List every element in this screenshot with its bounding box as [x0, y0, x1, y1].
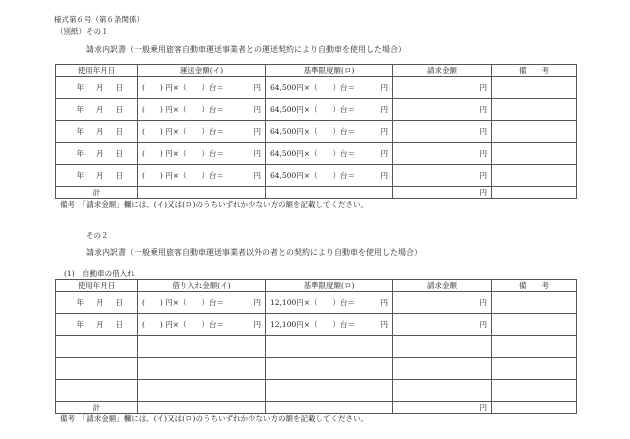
table-header — [56, 65, 577, 77]
amount-field[interactable]: 円 ( ) 円×（ ）台＝ — [138, 292, 266, 314]
limit-field[interactable] — [266, 358, 393, 380]
limit-field[interactable]: 円 64,500円×（ ）台＝ — [266, 143, 393, 165]
amount-field[interactable] — [138, 358, 266, 380]
amount-field[interactable]: 円 ( ) 円×（ ）台＝ — [138, 121, 266, 143]
date-field[interactable] — [56, 336, 138, 358]
section2-remark: 備考 「請求金額」欄には、(イ)又は(ロ)のうちいずれか少ない方の額を記載してください。 — [60, 414, 368, 423]
form-number: 様式第６号（第６条関係） — [54, 15, 144, 24]
col-amount: 運送金額(イ) — [138, 65, 266, 77]
request-field[interactable] — [393, 380, 492, 402]
total-amount[interactable] — [138, 402, 266, 414]
total-note[interactable] — [492, 402, 577, 414]
table-header — [56, 280, 577, 292]
date-field[interactable]: 年 月 日 — [56, 165, 138, 187]
note-field[interactable] — [492, 314, 577, 336]
table-row — [56, 77, 577, 99]
limit-field[interactable]: 円 64,500円×（ ）台＝ — [266, 77, 393, 99]
note-field[interactable] — [492, 99, 577, 121]
amount-field[interactable]: 円 ( ) 円×（ ）台＝ — [138, 99, 266, 121]
date-field[interactable]: 年 月 日 — [56, 292, 138, 314]
section2-label: その２ — [86, 231, 109, 240]
table-row — [56, 165, 577, 187]
request-field[interactable]: 円 — [393, 165, 492, 187]
limit-field[interactable]: 円 64,500円×（ ）台＝ — [266, 121, 393, 143]
col-request: 請求金額 — [393, 65, 492, 77]
amount-field[interactable]: 円 ( ) 円×（ ）台＝ — [138, 314, 266, 336]
col-limit: 基準限度額(ロ) — [266, 65, 393, 77]
limit-field[interactable] — [266, 336, 393, 358]
total-note[interactable] — [492, 187, 577, 199]
request-field[interactable]: 円 — [393, 77, 492, 99]
col-borrow-amount: 借り入れ金額(イ) — [138, 280, 266, 292]
table-row — [56, 292, 577, 314]
table-row — [56, 314, 577, 336]
table-row — [56, 358, 577, 380]
request-field[interactable]: 円 — [393, 292, 492, 314]
amount-field[interactable] — [138, 380, 266, 402]
table-row — [56, 380, 577, 402]
amount-field[interactable]: 円 ( ) 円×（ ）台＝ — [138, 77, 266, 99]
request-field[interactable]: 円 — [393, 314, 492, 336]
table-row — [56, 143, 577, 165]
amount-field[interactable] — [138, 336, 266, 358]
col-note: 備 考 — [492, 65, 577, 77]
request-field[interactable]: 円 — [393, 143, 492, 165]
total-label: 計 — [56, 187, 138, 199]
note-field[interactable] — [492, 380, 577, 402]
col-date: 使用年月日 — [56, 280, 138, 292]
total-label: 計 — [56, 402, 138, 414]
limit-field[interactable]: 円 12,100円×（ ）台＝ — [266, 292, 393, 314]
date-field[interactable]: 年 月 日 — [56, 143, 138, 165]
total-row — [56, 187, 577, 199]
col-note: 備 考 — [492, 280, 577, 292]
limit-field[interactable]: 円 64,500円×（ ）台＝ — [266, 99, 393, 121]
total-amount[interactable] — [138, 187, 266, 199]
section1-table — [55, 64, 577, 199]
amount-field[interactable]: 円 ( ) 円×（ ）台＝ — [138, 143, 266, 165]
request-field[interactable]: 円 — [393, 121, 492, 143]
note-field[interactable] — [492, 121, 577, 143]
col-limit: 基準限度額(ロ) — [266, 280, 393, 292]
table-row — [56, 121, 577, 143]
request-field[interactable] — [393, 358, 492, 380]
note-field[interactable] — [492, 165, 577, 187]
total-row — [56, 402, 577, 414]
limit-field[interactable]: 円 12,100円×（ ）台＝ — [266, 314, 393, 336]
total-request[interactable]: 円 — [393, 402, 492, 414]
limit-field[interactable] — [266, 380, 393, 402]
total-limit[interactable] — [266, 402, 393, 414]
date-field[interactable] — [56, 358, 138, 380]
section2-table — [55, 279, 577, 414]
date-field[interactable] — [56, 380, 138, 402]
attachment-label: （別紙）その１ — [56, 27, 109, 36]
col-date: 使用年月日 — [56, 65, 138, 77]
note-field[interactable] — [492, 292, 577, 314]
col-request: 請求金額 — [393, 280, 492, 292]
note-field[interactable] — [492, 77, 577, 99]
note-field[interactable] — [492, 143, 577, 165]
note-field[interactable] — [492, 336, 577, 358]
request-field[interactable] — [393, 336, 492, 358]
section1-title: 請求内訳書（一般乗用旅客自動車運送事業者との運送契約により自動車を使用した場合） — [86, 45, 406, 54]
section2-title: 請求内訳書（一般乗用旅客自動車運送事業者以外の者との契約により自動車を使用した場合） — [86, 248, 422, 257]
table-row — [56, 99, 577, 121]
request-field[interactable]: 円 — [393, 99, 492, 121]
date-field[interactable]: 年 月 日 — [56, 121, 138, 143]
amount-field[interactable]: 円 ( ) 円×（ ）台＝ — [138, 165, 266, 187]
note-field[interactable] — [492, 358, 577, 380]
section2-subtitle: (1) 自動車の借入れ — [64, 269, 135, 278]
total-request[interactable]: 円 — [393, 187, 492, 199]
table-row — [56, 336, 577, 358]
date-field[interactable]: 年 月 日 — [56, 314, 138, 336]
date-field[interactable]: 年 月 日 — [56, 99, 138, 121]
limit-field[interactable]: 円 64,500円×（ ）台＝ — [266, 165, 393, 187]
total-limit[interactable] — [266, 187, 393, 199]
section1-remark: 備考 「請求金額」欄には、(イ)又は(ロ)のうちいずれか少ない方の額を記載してください。 — [60, 200, 368, 209]
date-field[interactable]: 年 月 日 — [56, 77, 138, 99]
